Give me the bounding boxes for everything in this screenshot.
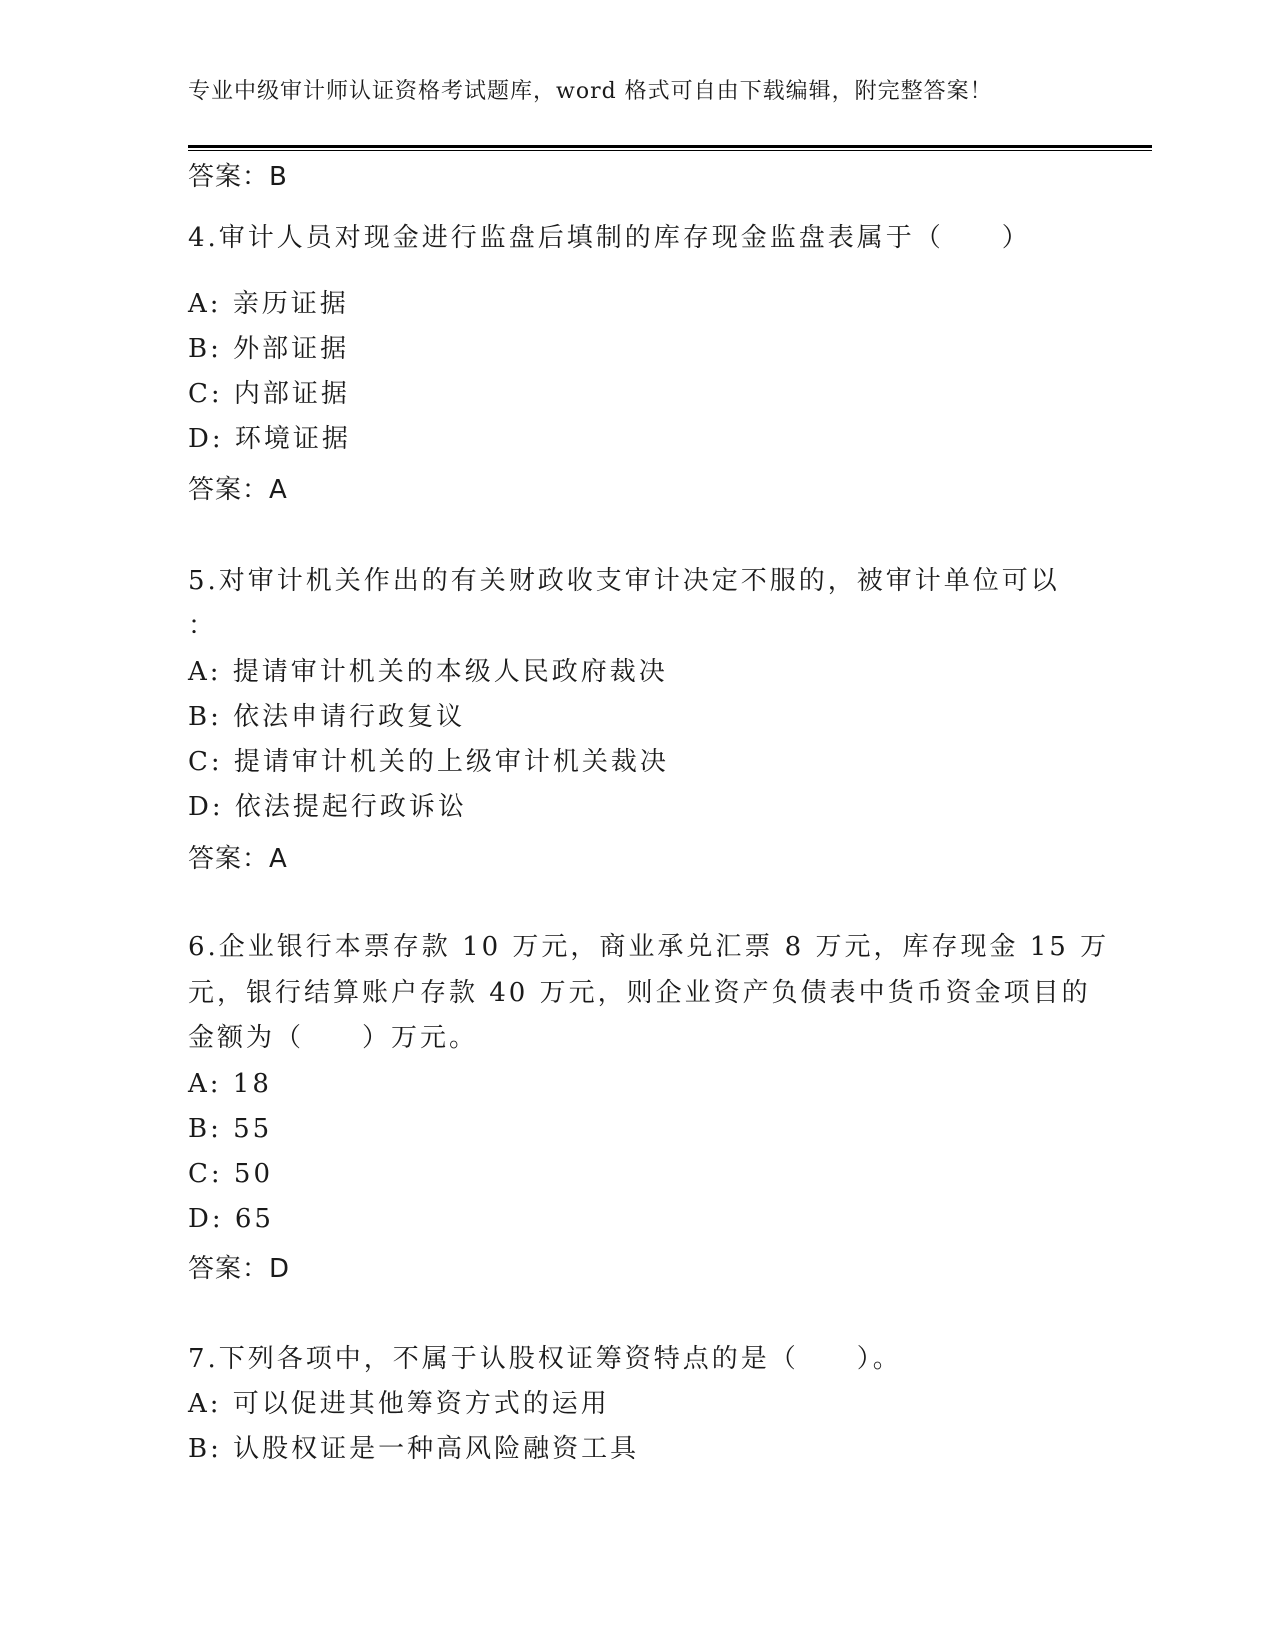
header-divider-thin (188, 150, 1152, 151)
answer-value: A (269, 844, 288, 874)
q6-option-d: D: 65 (188, 1204, 274, 1234)
q4-option-b: B: 外部证据 (188, 334, 350, 364)
answer-label: 答案： (188, 844, 270, 874)
q6-stem-line-2: 元，银行结算账户存款 40 万元，则企业资产负债表中货币资金项目的 (188, 978, 1091, 1008)
q6-stem-line-3: 金额为（ ）万元。 (188, 1023, 479, 1053)
q6-option-c: C: 50 (188, 1159, 274, 1189)
q3-answer (188, 164, 288, 190)
page-header: 专业中级审计师认证资格考试题库，word 格式可自由下载编辑，附完整答案！ (188, 79, 993, 104)
answer-value: B (269, 162, 288, 192)
q5-answer (188, 846, 288, 872)
q6-option-a: A: 18 (188, 1069, 272, 1099)
q5-option-d: D: 依法提起行政诉讼 (188, 792, 467, 822)
q4-stem: 4.审计人员对现金进行监盘后填制的库存现金监盘表属于（ ） (188, 223, 1031, 253)
q5-stem-line-1: 5.对审计机关作出的有关财政收支审计决定不服的，被审计单位可以 (188, 566, 1060, 596)
q5-option-c: C: 提请审计机关的上级审计机关裁决 (188, 747, 669, 777)
q7-option-a: A: 可以促进其他筹资方式的运用 (188, 1389, 610, 1419)
q4-option-d: D: 环境证据 (188, 424, 351, 454)
q6-answer (188, 1256, 290, 1282)
q7-stem: 7.下列各项中，不属于认股权证筹资特点的是（ ）。 (188, 1344, 902, 1374)
answer-value: A (269, 475, 288, 505)
q5-stem-line-2: ： (188, 611, 218, 641)
q4-answer (188, 477, 288, 503)
answer-label: 答案： (188, 162, 270, 192)
q5-option-a: A: 提请审计机关的本级人民政府裁决 (188, 657, 668, 687)
q7-option-b: B: 认股权证是一种高风险融资工具 (188, 1434, 640, 1464)
answer-label: 答案： (188, 1254, 270, 1284)
q4-option-a: A: 亲历证据 (188, 289, 349, 319)
answer-value: D (269, 1254, 291, 1284)
q6-option-b: B: 55 (188, 1114, 273, 1144)
answer-label: 答案： (188, 475, 270, 505)
q6-stem-line-1: 6.企业银行本票存款 10 万元，商业承兑汇票 8 万元，库存现金 15 万 (188, 932, 1110, 962)
header-divider (188, 145, 1152, 148)
q5-option-b: B: 依法申请行政复议 (188, 702, 466, 732)
q4-option-c: C: 内部证据 (188, 379, 350, 409)
